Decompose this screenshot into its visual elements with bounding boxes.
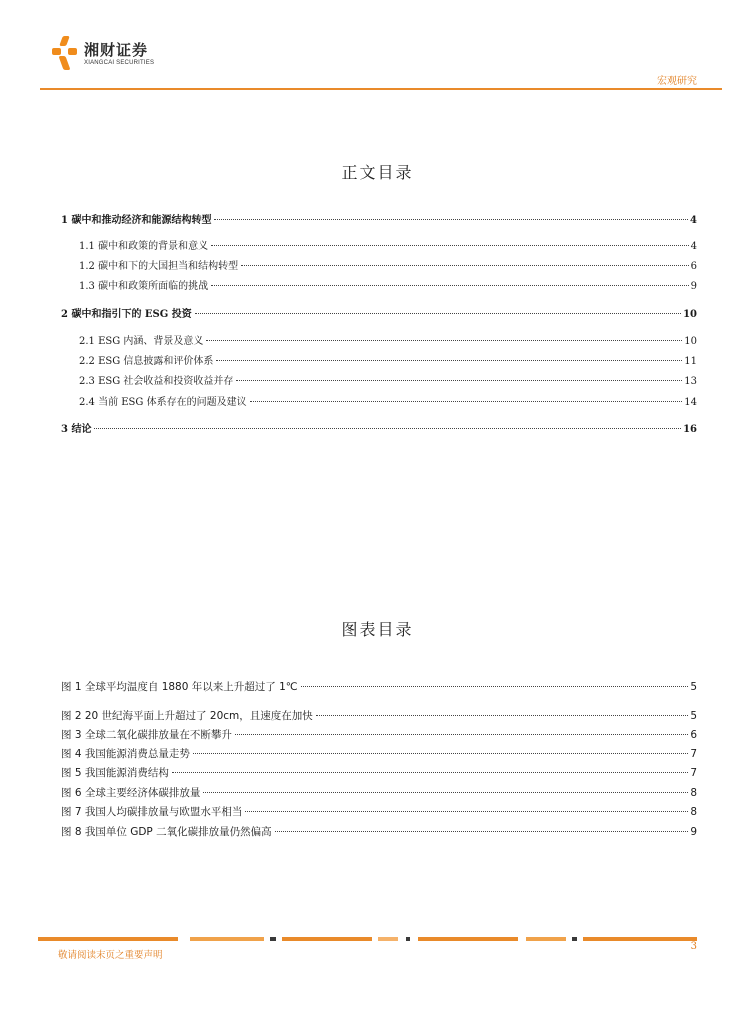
figure-leader-dots <box>172 772 688 773</box>
figure-entry-label: 图 7 我国人均碳排放量与欧盟水平相当 <box>61 806 243 818</box>
toc-entry[interactable] <box>61 395 697 411</box>
toc-entry-label: 2.4 当前 ESG 体系存在的问题及建议 <box>79 397 247 408</box>
figure-entry[interactable] <box>61 824 697 840</box>
figure-entry-label: 图 8 我国单位 GDP 二氧化碳排放量仍然偏高 <box>61 826 272 838</box>
toc-entry-page: 4 <box>690 241 697 252</box>
toc-leader-dots <box>211 285 689 286</box>
figure-entry-page: 5 <box>690 710 697 722</box>
figure-entry-page: 8 <box>690 787 697 799</box>
header-divider <box>40 88 722 90</box>
figure-entry[interactable] <box>61 746 697 762</box>
toc-entry[interactable] <box>61 422 697 438</box>
toc-entry-label: 2 碳中和指引下的 ESG 投资 <box>61 309 192 320</box>
toc-entry-label: 2.1 ESG 内涵、背景及意义 <box>79 336 204 347</box>
toc-entry-page: 4 <box>690 215 697 226</box>
figure-entry-label: 图 4 我国能源消费总量走势 <box>61 748 190 760</box>
toc-entry[interactable] <box>61 279 697 295</box>
figure-entry[interactable] <box>61 804 697 820</box>
figure-entry[interactable] <box>61 679 697 695</box>
logo-chinese-name: 湘财证券 <box>84 41 149 59</box>
toc-entry-page: 14 <box>684 397 697 408</box>
figure-leader-dots <box>245 811 688 812</box>
page-number: 3 <box>690 941 697 952</box>
figure-entry[interactable] <box>61 727 697 743</box>
toc-entry[interactable] <box>61 213 697 229</box>
toc-title: 正文目录 <box>341 163 414 182</box>
figure-entry-page: 5 <box>690 681 697 693</box>
toc-leader-dots <box>211 245 689 246</box>
toc-entry-page: 10 <box>684 336 697 347</box>
toc-leader-dots <box>250 401 683 402</box>
report-category: 宏观研究 <box>657 76 697 87</box>
figure-leader-dots <box>301 686 689 687</box>
toc-leader-dots <box>206 340 682 341</box>
figure-leader-dots <box>275 831 689 832</box>
toc-entry-page: 16 <box>683 424 697 435</box>
footer-disclaimer: 敬请阅读末页之重要声明 <box>58 950 163 961</box>
figure-entry-label: 图 2 20 世纪海平面上升超过了 20cm，且速度在加快 <box>61 710 313 722</box>
figure-entry-page: 8 <box>690 806 697 818</box>
figure-leader-dots <box>203 792 688 793</box>
toc-entry-label: 1.1 碳中和政策的背景和意义 <box>79 241 209 252</box>
logo-english-name: XIANGCAI SECURITIES <box>84 60 155 66</box>
toc-leader-dots <box>94 428 681 429</box>
figure-entry-page: 7 <box>690 748 697 760</box>
figure-leader-dots <box>235 734 688 735</box>
toc-entry[interactable] <box>61 374 697 390</box>
toc-entry-page: 9 <box>690 281 697 292</box>
toc-entry-label: 1 碳中和推动经济和能源结构转型 <box>61 215 212 226</box>
toc-leader-dots <box>195 313 681 314</box>
figure-entry[interactable] <box>61 708 697 724</box>
figure-entry-page: 7 <box>690 767 697 779</box>
toc-leader-dots <box>236 380 682 381</box>
toc-entry-label: 1.2 碳中和下的大国担当和结构转型 <box>79 261 239 272</box>
figure-entry-label: 图 1 全球平均温度自 1880 年以来上升超过了 1℃ <box>61 681 298 693</box>
toc-entry[interactable] <box>61 334 697 350</box>
figure-entry[interactable] <box>61 765 697 781</box>
footer-decorative-bar <box>38 937 697 941</box>
figures-title: 图表目录 <box>341 620 414 639</box>
figure-entry-page: 9 <box>690 826 697 838</box>
figure-entry-page: 6 <box>690 729 697 741</box>
figure-entry[interactable] <box>61 785 697 801</box>
toc-entry-page: 10 <box>683 309 697 320</box>
figure-leader-dots <box>316 715 689 716</box>
toc-entry[interactable] <box>61 239 697 255</box>
toc-entry-label: 2.3 ESG 社会收益和投资收益并存 <box>79 376 234 387</box>
toc-entry-page: 13 <box>684 376 697 387</box>
toc-leader-dots <box>216 360 682 361</box>
figure-entry-label: 图 5 我国能源消费结构 <box>61 767 169 779</box>
toc-entry-label: 1.3 碳中和政策所面临的挑战 <box>79 281 209 292</box>
figure-entry-label: 图 3 全球二氧化碳排放量在不断攀升 <box>61 729 232 741</box>
toc-leader-dots <box>214 219 688 220</box>
company-logo <box>52 36 154 72</box>
toc-entry-page: 11 <box>684 356 697 367</box>
toc-entry[interactable] <box>61 307 697 323</box>
logo-mark-icon <box>52 36 78 72</box>
toc-entry-label: 2.2 ESG 信息披露和评价体系 <box>79 356 214 367</box>
toc-entry-label: 3 结论 <box>61 424 92 435</box>
toc-leader-dots <box>241 265 689 266</box>
figure-entry-label: 图 6 全球主要经济体碳排放量 <box>61 787 201 799</box>
figure-leader-dots <box>193 753 688 754</box>
toc-entry[interactable] <box>61 259 697 275</box>
toc-entry[interactable] <box>61 354 697 370</box>
toc-entry-page: 6 <box>690 261 697 272</box>
